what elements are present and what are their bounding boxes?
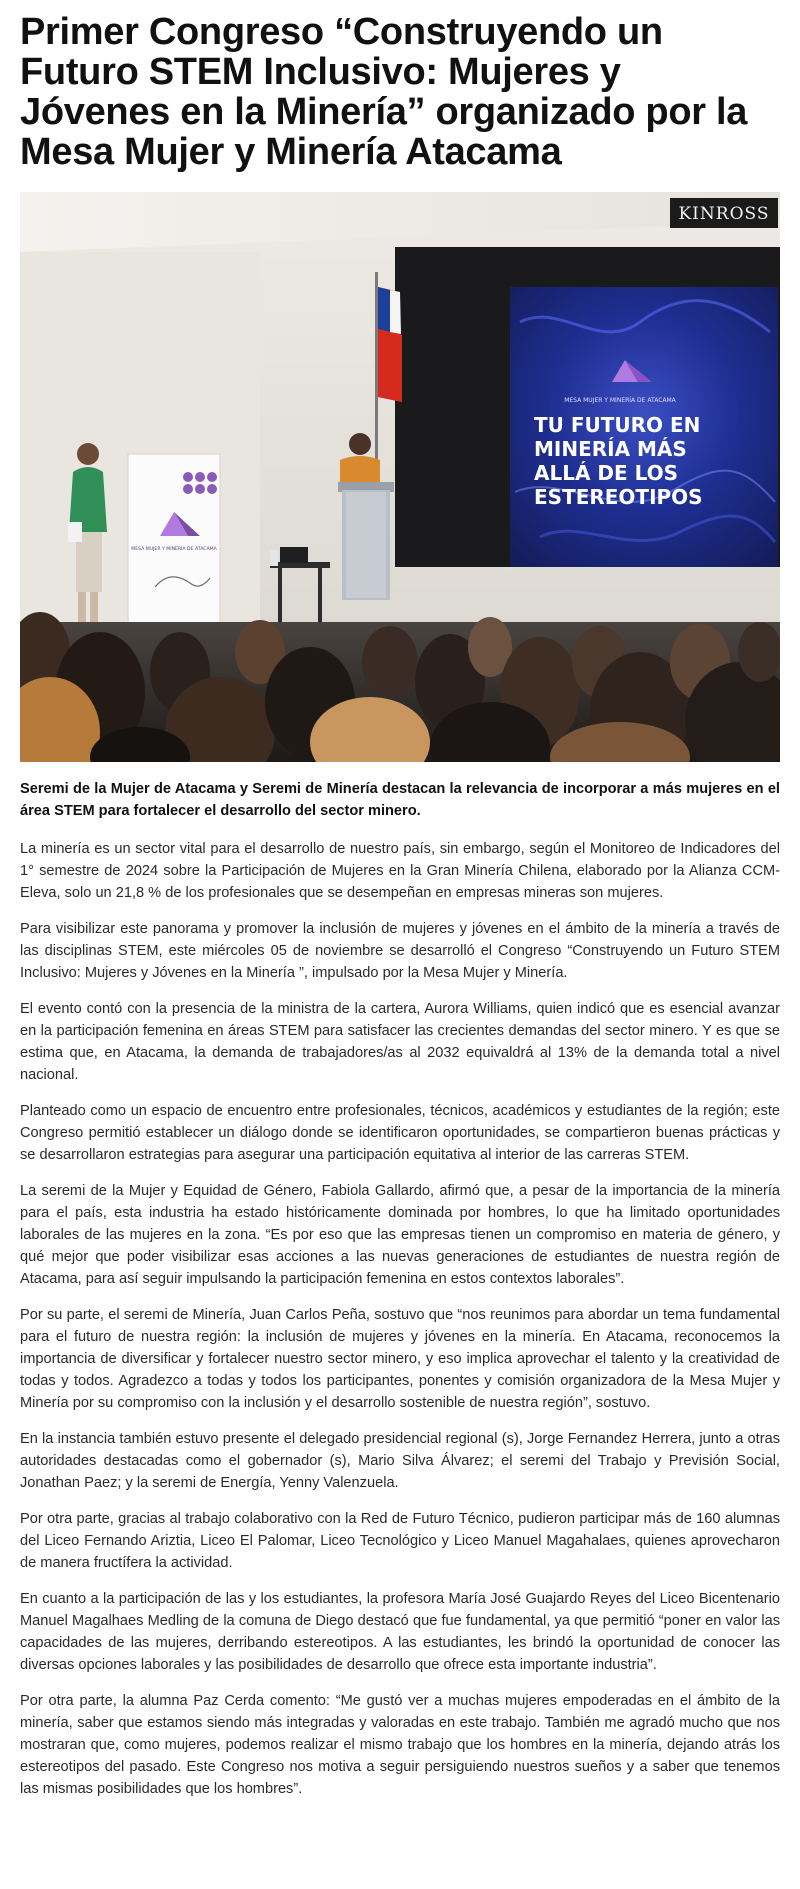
article-paragraph: La minería es un sector vital para el desarrollo de nuestro país, sin embargo, según el Monitoreo de Indicadores del 1° semestre de 2024 sobre la Participación de Mujeres en la Gran Minería Chilena, elaborado por la Alianza CCM-Eleva, solo un 21,8 % de los profesionales que se desempeñan en empresas mineras son mujeres. — [20, 841, 780, 901]
article-lead: Seremi de la Mujer de Atacama y Seremi de Minería destacan la relevancia de incorporar a más mujeres en el área STEM para fortalecer el desarrollo del sector minero. — [20, 781, 780, 819]
article-paragraph: Planteado como un espacio de encuentro entre profesionales, técnicos, académicos y estudiantes de la región; este Congreso permitió establecer un diálogo donde se identificaron oportunidades, se compartieron buenas prácticas y se desarrollaron estrategias para asegurar una participación equitativa al interior de las carreras STEM. — [20, 1103, 780, 1163]
venue-sign-text: KINROSS — [678, 204, 770, 224]
article-body — [20, 838, 780, 1800]
event-photo — [20, 192, 780, 762]
article-title: Primer Congreso “Construyendo un Futuro STEM Inclusivo: Mujeres y Jóvenes en la Minería” organizado por la Mesa Mujer y Minería Atacama — [20, 11, 748, 173]
article-paragraph: En la instancia también estuvo presente el delegado presidencial regional (s), Jorge Fernandez Herrera, junto a otras autoridades destacadas como el gobernador (s), Mario Silva Álvarez; el seremi del Trabajo y Previsión Social, Jonathan Paez; y la seremi de Energía, Yenny Valenzuela. — [20, 1431, 780, 1491]
screen-line-2: MINERÍA MÁS — [534, 437, 687, 461]
article-paragraph: El evento contó con la presencia de la ministra de la cartera, Aurora Williams, quien indicó que es esencial avanzar en la participación femenina en áreas STEM para satisfacer las crecientes demandas del sector minero. Y es que se estima que, en Atacama, la demanda de trabajadores/as al 2032 equivaldrá al 13% de la demanda total a nivel nacional. — [20, 1001, 780, 1083]
banner-org-text: MESA MUJER Y MINERÍA DE ATACAMA — [131, 547, 217, 552]
screen-line-4: ESTEREOTIPOS — [534, 485, 703, 509]
screen-line-3: ALLÁ DE LOS — [534, 461, 679, 485]
article-paragraph: La seremi de la Mujer y Equidad de Género, Fabiola Gallardo, afirmó que, a pesar de la importancia de la minería para el país, esta industria ha estado históricamente dominada por hombres, lo que ha limitado oportunidades laborales de las mujeres en la zona. “Es por eso que las empresas tienen un compromiso en materia de género, y qué mejor que poder visibilizar esas acciones a las nuevas generaciones de estudiantes de nuestra región de Atacama, para así seguir impulsando la participación femenina en estos contextos laborales”. — [20, 1183, 780, 1287]
article-paragraph: Por su parte, el seremi de Minería, Juan Carlos Peña, sostuvo que “nos reunimos para abordar un tema fundamental para el futuro de nuestra región: la inclusión de mujeres y jóvenes en la minería. En Atacama, reconocemos la importancia de diversificar y fortalecer nuestro sector minero, y eso implica aprovechar el talento y la creatividad de todas y todos. Agradezco a todas y todos los participantes, ponentes y comisión organizadora de la Mesa Mujer y Minería por su compromiso con la inclusión y el desarrollo sostenible de nuestra región”, sostuvo. — [20, 1307, 780, 1411]
article-paragraph: En cuanto a la participación de las y los estudiantes, la profesora María José Guajardo Reyes del Liceo Bicentenario Manuel Magalhaes Medling de la comuna de Diego destacó que fue fundamental, ya que permitió “poner en valor las capacidades de las mujeres, derribando estereotipos. A las estudiantes, les brindó la oportunidad de conocer las diversas opciones laborales y las posibilidades de desarrollo que ofrece esta importante industria”. — [20, 1591, 780, 1673]
screen-line-1: TU FUTURO EN — [534, 413, 701, 437]
article-paragraph: Por otra parte, la alumna Paz Cerda comento: “Me gustó ver a muchas mujeres empoderadas en el ámbito de la minería, saber que estamos siendo más integradas y valoradas en este trabajo. También me agradó mucho que nos mostraran que, como mujeres, podemos realizar el mismo trabajo que los hombres en la minería, dejando atrás los estereotipos del pasado. Este Congreso nos motiva a seguir persiguiendo nuestros sueños y a saber que tenemos las mismas posibilidades que los hombres”. — [20, 1693, 780, 1797]
screen-org-text: MESA MUJER Y MINERÍA DE ATACAMA — [564, 397, 676, 404]
article-paragraph: Por otra parte, gracias al trabajo colaborativo con la Red de Futuro Técnico, pudieron participar más de 160 alumnas del Liceo Fernando Ariztia, Liceo El Palomar, Liceo Tecnológico y Liceo Manuel Magahalaes, quienes aprovecharon de manera fructífera la actividad. — [20, 1511, 780, 1571]
event-photo-illustration — [20, 192, 780, 762]
article-paragraph: Para visibilizar este panorama y promover la inclusión de mujeres y jóvenes en el ámbito de la minería a través de las disciplinas STEM, este miércoles 05 de noviembre se desarrolló el Congreso “Construyendo un Futuro STEM Inclusivo: Mujeres y Jóvenes en la Minería ”, impulsado por la Mesa Mujer y Minería. — [20, 921, 780, 981]
